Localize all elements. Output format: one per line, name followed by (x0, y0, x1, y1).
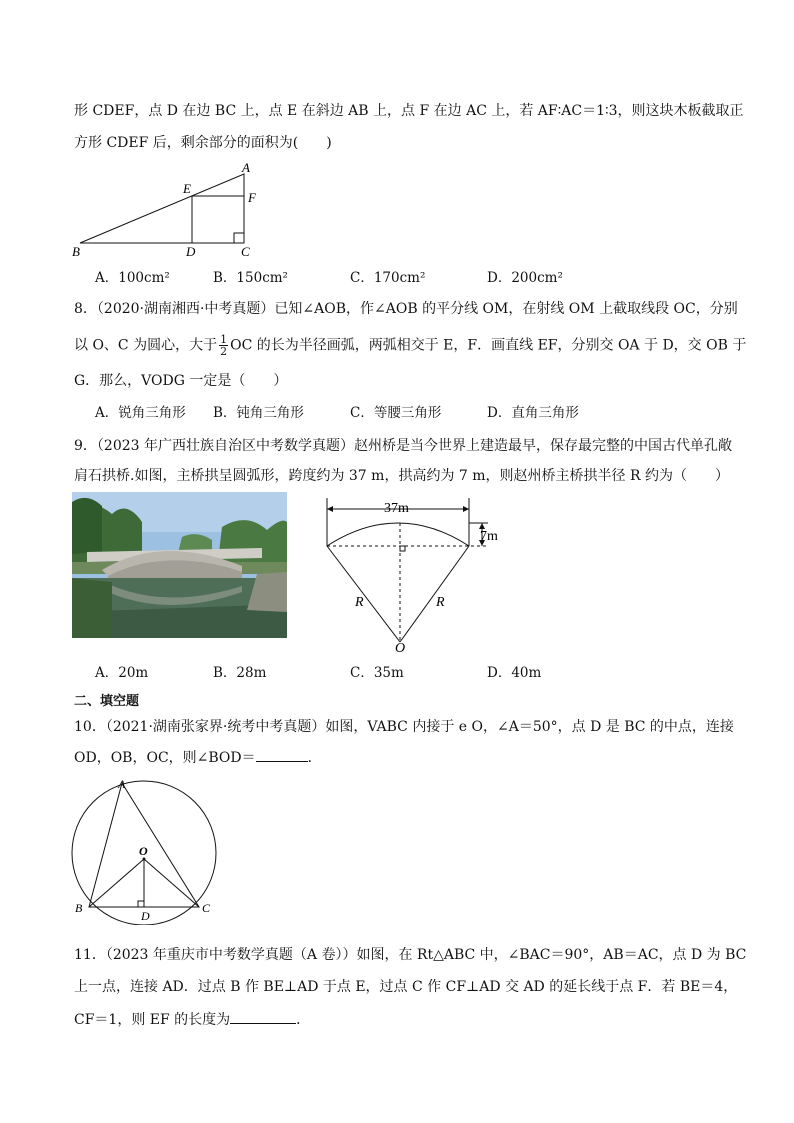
q7-option-d[interactable]: D．200cm² (487, 270, 563, 286)
label-radius-left: R (355, 595, 364, 610)
q10-line2-text: OD，OB，OC，则∠BOD＝ (74, 750, 256, 766)
q8-text-line2 (74, 334, 746, 357)
q7-option-c[interactable]: C．170cm² (350, 270, 426, 286)
q8-option-d[interactable]: D．直角三角形 (487, 405, 579, 421)
bridge-photo-illustration (72, 492, 287, 638)
label-F: F (248, 190, 256, 205)
q9-text-line1: 9．（2023 年广西壮族自治区中考数学真题）赵州桥是当今世界上建造最早，保存最完整的中国古代单孔敞 (74, 438, 732, 454)
q9-option-b[interactable]: B．28m (213, 665, 267, 681)
label-D: D (186, 244, 196, 259)
label-E: E (183, 181, 191, 196)
label-radius-right: R (436, 595, 445, 610)
label-height-7m: 7m (480, 529, 498, 544)
q10-line2-end: ． (307, 750, 322, 766)
q11-line3-text: CF＝1，则 EF 的长度为 (74, 1012, 231, 1028)
label-C: C (241, 244, 250, 259)
q7-option-a[interactable]: A．100cm² (95, 270, 170, 286)
q11-line3-end: ． (296, 1012, 311, 1028)
q11-answer-blank[interactable] (230, 1009, 296, 1024)
q9-option-d[interactable]: D．40m (487, 665, 542, 681)
q10-answer-blank[interactable] (256, 747, 308, 762)
zhaozhou-bridge-photo (72, 492, 287, 638)
label-C: C (202, 901, 211, 915)
q10-text-line1: 10．（2021·湖南张家界·统考中考真题）如图，VABC 内接于 e O，∠A＝50°，点 D 是 BC 的中点，连接 (74, 719, 734, 735)
label-O: O (139, 844, 148, 858)
q9-arch-diagram (318, 492, 518, 662)
q10-text-line2 (74, 747, 322, 768)
q9-text-line2: 肩石拱桥.如图，主桥拱呈圆弧形，跨度约为 37 m，拱高约为 7 m，则赵州桥主桥拱半径 R 约为（ ） (74, 468, 729, 484)
q8-line2-part-b: OC 的长为半径画弧，两弧相交于 E，F．画直线 EF，分别交 OA 于 D，交 OB 于 (230, 337, 747, 354)
q7-triangle-figure (66, 160, 266, 260)
section-heading-fill-in: 二、填空题 (74, 694, 140, 709)
fraction-one-half (219, 334, 228, 357)
q9-option-a[interactable]: A．20m (95, 665, 149, 681)
q11-text-line3 (74, 1009, 310, 1030)
q10-circle-figure (66, 775, 226, 925)
label-B: B (75, 901, 83, 915)
label-A: A (242, 160, 250, 175)
q11-text-line2: 上一点，连接 AD．过点 B 作 BE⊥AD 于点 E，过点 C 作 CF⊥AD 交 AD 的延长线于点 F．若 BE＝4， (74, 979, 738, 995)
label-A: A (118, 777, 126, 791)
q8-text-line1: 8．（2020·湖南湘西·中考真题）已知∠AOB，作∠AOB 的平分线 OM，在射线 OM 上截取线段 OC，分别 (74, 301, 738, 317)
fraction-denominator: 2 (220, 345, 228, 358)
q7-text-line2: 方形 CDEF 后，剩余部分的面积为( ) (74, 135, 332, 151)
q8-line2-part-a: 以 O、C 为圆心，大于 (74, 337, 218, 354)
fraction-numerator: 1 (220, 333, 228, 346)
q8-option-c[interactable]: C．等腰三角形 (350, 405, 442, 421)
q8-option-a[interactable]: A．锐角三角形 (95, 405, 186, 421)
q7-option-b[interactable]: B．150cm² (213, 270, 288, 286)
q8-text-line3: G．那么，VODG 一定是（ ） (74, 373, 288, 389)
q7-text-line1: 形 CDEF，点 D 在边 BC 上，点 E 在斜边 AB 上，点 F 在边 AC 上，若 AF∶AC＝1∶3，则这块木板截取正 (74, 103, 744, 119)
label-B: B (72, 244, 80, 259)
label-center-o: O (395, 641, 406, 656)
q9-option-c[interactable]: C．35m (350, 665, 404, 681)
q8-option-b[interactable]: B．钝角三角形 (213, 405, 304, 421)
q11-text-line1: 11．（2023 年重庆市中考数学真题（A 卷））如图，在 Rt△ABC 中，∠BAC＝90°，AB＝AC，点 D 为 BC (74, 947, 747, 963)
label-D: D (141, 909, 150, 923)
label-span-37m: 37m (384, 501, 409, 516)
